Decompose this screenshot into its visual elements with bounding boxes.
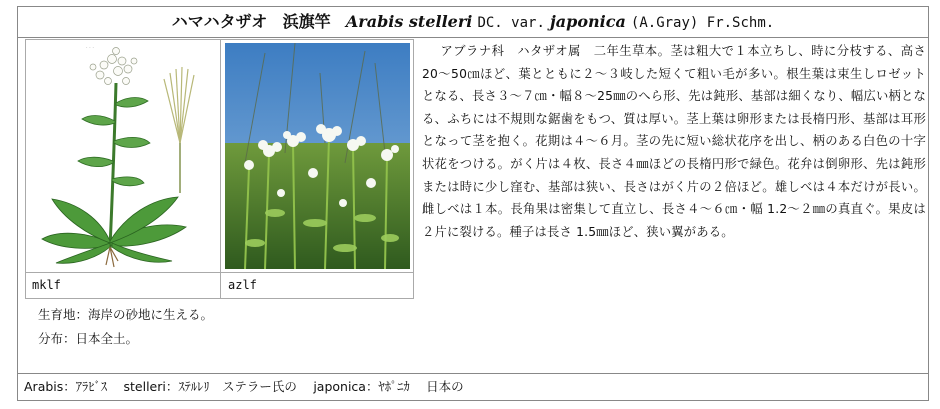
- species-title: [18, 7, 928, 38]
- scientific-name: Arabis stelleri: [345, 12, 473, 31]
- photo-caption: azlf: [228, 278, 257, 292]
- kanji-name: 浜旗竿: [282, 12, 331, 31]
- variety-author: (A.Gray) Fr.Schm.: [630, 15, 775, 31]
- species-card: [17, 6, 929, 401]
- habitat-text: 生育地：海岸の砂地に生える。: [38, 307, 214, 322]
- species-description: [422, 40, 926, 243]
- description-text: アブラナ科 ハタザオ属 二年生草本。茎は粗大で１本立ちし、時に分枝する、高さ 20～50㎝ほど、葉とともに２～３岐した短くて粗い毛が多い。根生葉は束生しロゼットとなる、長さ３～７㎝・幅８～25㎜のへら形、先は鈍形、基部は細くなり、幅広い柄となる、ふちには不規則な鋸歯をもつ、質は厚い。茎上葉は卵形または長楕円形、基部は耳形となって茎を抱く。花期は４～６月。茎の先に短い総状花序を出し、柄のある白色の十字状花をつける。がく片は４枚、長さ４㎜ほどの長楕円形で緑色。花弁は倒卵形、先は鈍形または時に少し窪む、基部は狭い、長さはがく片の２倍ほど。雄しべは４本だけが長い。雌しべは１本。長角果は密集して直立し、長さ４～６㎝・幅 1.2～２㎜の真直ぐ。果皮は２片に裂ける。種子は長さ 1.5㎜ほど、狭い翼がある。: [422, 44, 926, 239]
- etymology-text: Arabis：ｱﾗﾋﾞｽ stelleri：ｽﾃﾙﾚﾘ ステラー氏の japonica：ﾔﾎﾟﾆｶ 日本の: [24, 379, 464, 394]
- image-table: [25, 39, 414, 299]
- illustration-caption: mklf: [32, 278, 61, 292]
- japanese-name: ハマハタザオ: [171, 12, 268, 31]
- distribution-text: 分布：日本全土。: [38, 331, 139, 346]
- variety-name: japonica: [549, 12, 626, 31]
- author-citation: DC. var.: [477, 15, 545, 31]
- field-photo[interactable]: [225, 43, 410, 269]
- svg-text:· · ·: · · ·: [86, 45, 94, 51]
- botanical-illustration[interactable]: [30, 43, 216, 269]
- etymology-row: [18, 373, 928, 400]
- photo-drawing: [225, 43, 410, 269]
- habitat-section: [38, 303, 213, 351]
- illustration-drawing: [30, 43, 216, 269]
